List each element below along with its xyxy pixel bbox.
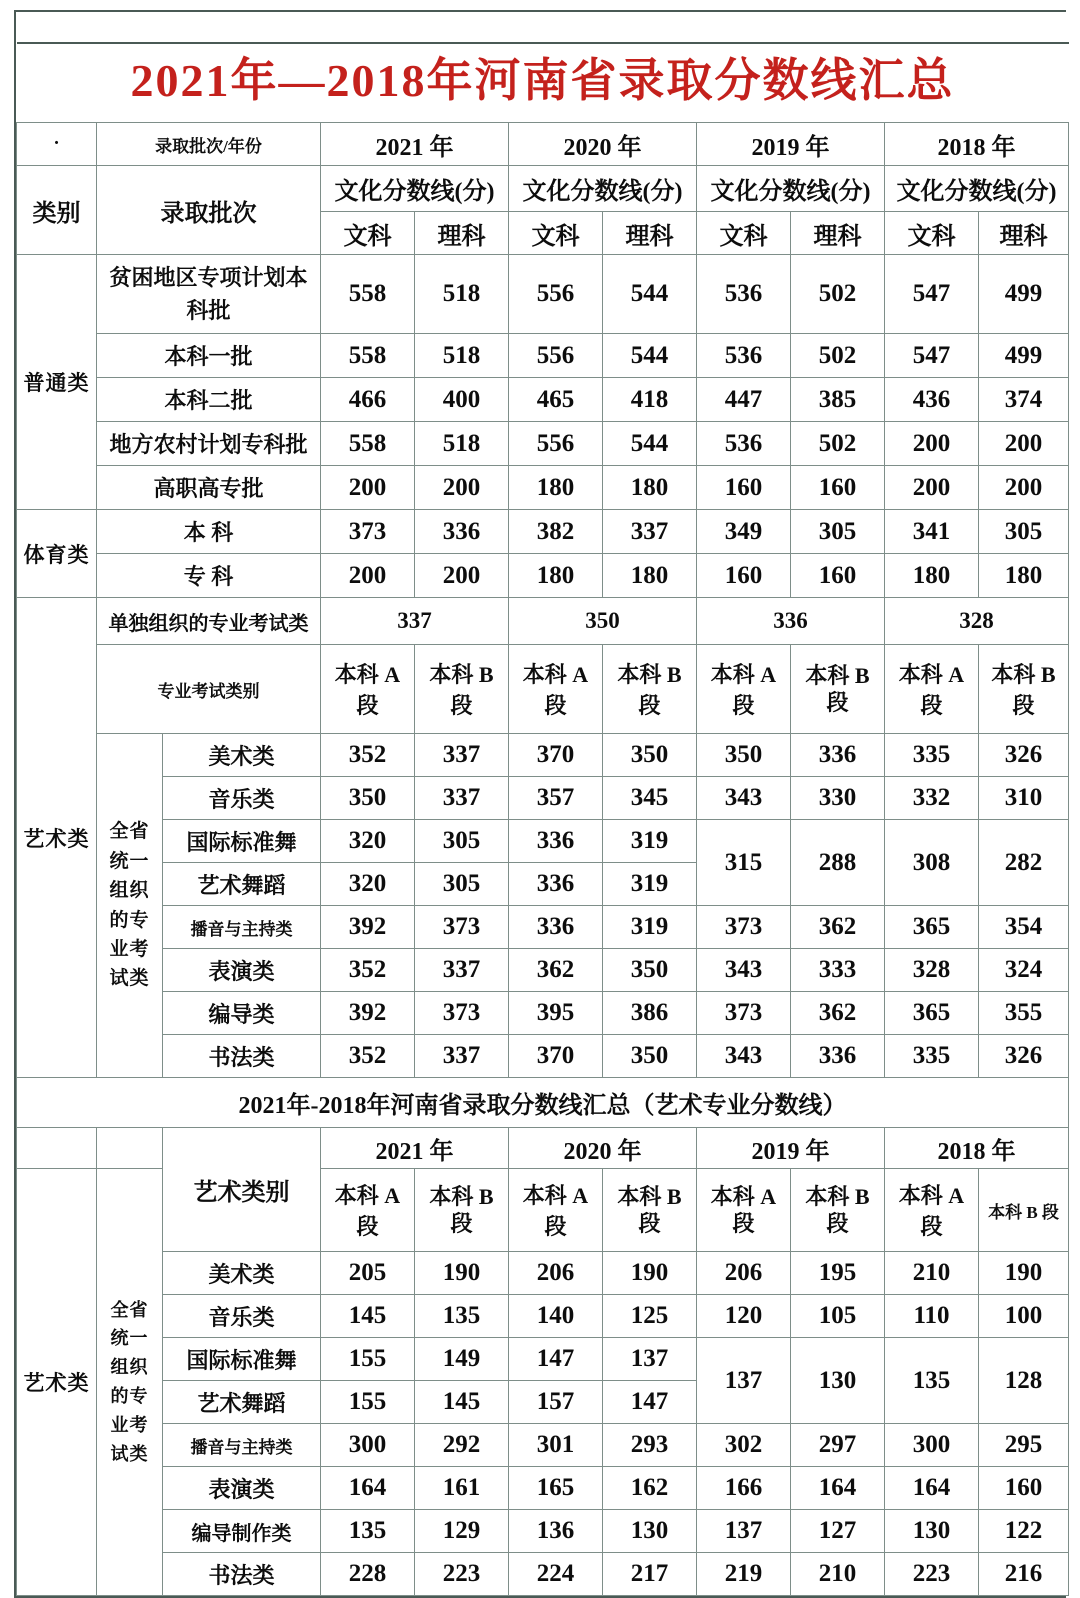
score-cell: 362 [791,906,885,949]
table-row [17,1467,1069,1510]
score-cell: 292 [415,1424,509,1467]
score-cell: 127 [791,1510,885,1553]
score-cell: 210 [791,1553,885,1596]
batch-label-poverty-plan: 贫困地区专项计划本科批 [97,255,321,334]
score-cell: 330 [791,777,885,820]
score-cell: 558 [321,334,415,378]
score-cell: 224 [509,1553,603,1596]
score-cell: 149 [415,1338,509,1381]
score-cell: 354 [979,906,1069,949]
score-cell: 373 [697,906,791,949]
score-cell: 337 [415,949,509,992]
score-cell: 137 [697,1510,791,1553]
score-cell: 518 [415,422,509,466]
table-row [17,255,1069,334]
table2-title-row [17,1078,1069,1128]
group-label-tiyu: 体育类 [17,510,97,598]
score-cell: 365 [885,992,979,1035]
art-label-yinyue: 音乐类 [163,777,321,820]
table-row [17,378,1069,422]
table-row [17,1295,1069,1338]
score-cell-merged: 137 [697,1338,791,1424]
score-cell: 352 [321,734,415,777]
table2-art-label-meishu: 美术类 [163,1252,321,1295]
score-cell: 355 [979,992,1069,1035]
table2-year-2019: 2019 年 [697,1128,885,1169]
table-row [17,992,1069,1035]
score-cell: 436 [885,378,979,422]
segment-header: 本科 B 段 [791,645,885,734]
art-label-shufa: 书法类 [163,1035,321,1078]
score-cell: 125 [603,1295,697,1338]
score-cell-merged: 130 [791,1338,885,1424]
score-cell: 320 [321,863,415,906]
score-cell: 352 [321,1035,415,1078]
score-cell: 301 [509,1424,603,1467]
score-cell: 336 [509,863,603,906]
corner-mark-cell: · [17,123,97,166]
single-exam-score-2020: 350 [509,598,697,645]
score-cell: 536 [697,255,791,334]
score-cell: 200 [321,466,415,510]
art-label-boyin: 播音与主持类 [163,906,321,949]
score-cell: 556 [509,422,603,466]
score-cell: 320 [321,820,415,863]
table-row [17,949,1069,992]
score-cell-merged: 282 [979,820,1069,906]
score-cell: 228 [321,1553,415,1596]
score-cell: 370 [509,1035,603,1078]
table2-art-label-yinyue: 音乐类 [163,1295,321,1338]
table2-art-label-biaoyan: 表演类 [163,1467,321,1510]
score-cell: 122 [979,1510,1069,1553]
score-cell: 337 [415,734,509,777]
score-cell: 370 [509,734,603,777]
top-strip-row [17,12,1069,43]
score-cell: 335 [885,1035,979,1078]
score-cell: 180 [603,466,697,510]
score-cell: 223 [415,1553,509,1596]
score-cell: 337 [415,777,509,820]
score-cell: 350 [603,1035,697,1078]
score-cell: 343 [697,1035,791,1078]
score-cell: 160 [697,466,791,510]
score-cell: 558 [321,422,415,466]
score-cell: 206 [697,1252,791,1295]
score-cell: 180 [603,554,697,598]
score-cell: 164 [321,1467,415,1510]
score-cell: 336 [791,1035,885,1078]
score-cell: 145 [415,1381,509,1424]
score-cell: 357 [509,777,603,820]
score-cell: 200 [885,422,979,466]
score-cell: 293 [603,1424,697,1467]
score-cell: 319 [603,863,697,906]
table-row [17,598,1069,645]
table2-segment-header: 本科 B 段 [415,1169,509,1252]
score-cell: 345 [603,777,697,820]
score-cell: 418 [603,378,697,422]
score-cell: 547 [885,334,979,378]
score-cell: 373 [697,992,791,1035]
score-cell: 305 [415,863,509,906]
score-cell: 145 [321,1295,415,1338]
culture-line-header-2019: 文化分数线(分) [697,166,885,212]
score-cell: 206 [509,1252,603,1295]
table2-art-label-boyin: 播音与主持类 [163,1424,321,1467]
main-score-table [16,12,1069,1596]
score-cell: 200 [415,466,509,510]
score-cell: 337 [603,510,697,554]
culture-line-header-2018: 文化分数线(分) [885,166,1069,212]
segment-header: 本科 A 段 [321,645,415,734]
score-cell: 547 [885,255,979,334]
score-cell: 300 [885,1424,979,1467]
table2-art-label-wudao: 艺术舞蹈 [163,1381,321,1424]
score-cell: 217 [603,1553,697,1596]
score-cell: 341 [885,510,979,554]
score-cell: 140 [509,1295,603,1338]
score-cell: 373 [321,510,415,554]
score-cell: 343 [697,777,791,820]
score-cell: 162 [603,1467,697,1510]
table-row [17,510,1069,554]
top-strip [17,12,1069,43]
score-cell: 350 [603,734,697,777]
stream-header-2019-li: 理科 [791,212,885,255]
score-cell: 130 [885,1510,979,1553]
score-cell: 324 [979,949,1069,992]
score-cell: 180 [509,554,603,598]
score-cell: 556 [509,255,603,334]
table-row [17,1252,1069,1295]
score-cell: 165 [509,1467,603,1510]
score-cell: 502 [791,334,885,378]
table-row [17,554,1069,598]
table-row [17,422,1069,466]
score-cell: 295 [979,1424,1069,1467]
table2-year-2018: 2018 年 [885,1128,1069,1169]
score-cell: 157 [509,1381,603,1424]
table-row [17,1035,1069,1078]
stream-header-2021-wen: 文科 [321,212,415,255]
table-row [17,1424,1069,1467]
score-cell: 395 [509,992,603,1035]
score-cell: 335 [885,734,979,777]
score-cell-merged: 288 [791,820,885,906]
score-cell: 336 [509,906,603,949]
batch-label-benke-2: 本科二批 [97,378,321,422]
score-cell: 518 [415,255,509,334]
year-header-2018: 2018 年 [885,123,1069,166]
score-cell: 164 [791,1467,885,1510]
score-cell: 319 [603,906,697,949]
score-cell: 200 [979,466,1069,510]
table-row [17,466,1069,510]
score-cell: 147 [603,1381,697,1424]
score-cell: 343 [697,949,791,992]
table2-title: 2021年-2018年河南省录取分数线汇总（艺术专业分数线） [17,1078,1069,1128]
segment-header: 本科 B 段 [979,645,1069,734]
score-cell: 216 [979,1553,1069,1596]
score-cell: 135 [321,1510,415,1553]
stream-header-2020-wen: 文科 [509,212,603,255]
table2-blank-corner-1 [17,1128,97,1169]
score-cell: 200 [415,554,509,598]
batch-header: 录取批次 [97,166,321,255]
art-label-wudao: 艺术舞蹈 [163,863,321,906]
score-cell: 135 [415,1295,509,1338]
score-cell: 195 [791,1252,885,1295]
score-cell: 155 [321,1338,415,1381]
table2-art-label-shufa: 书法类 [163,1553,321,1596]
stream-header-2019-wen: 文科 [697,212,791,255]
score-cell: 305 [791,510,885,554]
segment-header: 本科 A 段 [509,645,603,734]
table2-segment-header: 本科 A 段 [697,1169,791,1252]
score-cell: 160 [791,554,885,598]
score-cell: 120 [697,1295,791,1338]
score-cell: 200 [885,466,979,510]
score-cell: 336 [791,734,885,777]
score-cell: 190 [979,1252,1069,1295]
year-header-2020: 2020 年 [509,123,697,166]
table2-segment-header: 本科 A 段 [885,1169,979,1252]
score-cell: 180 [979,554,1069,598]
side-label-province-exam: 全省统一组织的专业考试类 [97,734,163,1078]
table-row [17,645,1069,734]
title-cell [17,43,1069,123]
score-cell: 164 [885,1467,979,1510]
table-row [17,1338,1069,1381]
title-row [17,43,1069,123]
score-cell: 161 [415,1467,509,1510]
score-cell: 305 [979,510,1069,554]
score-cell: 130 [603,1510,697,1553]
table-row [17,820,1069,863]
score-cell-merged: 315 [697,820,791,906]
culture-line-header-2021: 文化分数线(分) [321,166,509,212]
art-label-meishu: 美术类 [163,734,321,777]
score-cell: 447 [697,378,791,422]
score-cell: 190 [415,1252,509,1295]
table2-category-yishu: 艺术类 [17,1169,97,1596]
table2-blank-corner-2 [97,1128,163,1169]
single-exam-label: 单独组织的专业考试类 [97,598,321,645]
category-header: 类别 [17,166,97,255]
score-cell: 136 [509,1510,603,1553]
score-cell: 326 [979,734,1069,777]
table2-segment-header: 本科 A 段 [509,1169,603,1252]
score-cell: 362 [509,949,603,992]
batch-label-tiyu-benke: 本 科 [97,510,321,554]
table2-art-label-guoji: 国际标准舞 [163,1338,321,1381]
single-exam-score-2021: 337 [321,598,509,645]
score-cell: 180 [509,466,603,510]
score-cell: 310 [979,777,1069,820]
score-cell: 336 [415,510,509,554]
page-title: 2021年—2018年河南省录取分数线汇总 [130,55,955,106]
score-cell: 147 [509,1338,603,1381]
table2-segment-header: 本科 B 段 [791,1169,885,1252]
score-cell: 155 [321,1381,415,1424]
score-sheet [14,10,1066,1598]
score-cell: 350 [697,734,791,777]
group-label-putong: 普通类 [17,255,97,510]
table2-side-label: 全省统一组织的专业考试类 [97,1169,163,1596]
score-cell: 190 [603,1252,697,1295]
year-header-2019: 2019 年 [697,123,885,166]
score-cell: 499 [979,255,1069,334]
score-cell: 466 [321,378,415,422]
score-cell: 305 [415,820,509,863]
score-cell: 352 [321,949,415,992]
table2-segment-header: 本科 B 段 [603,1169,697,1252]
score-cell: 365 [885,906,979,949]
header-row-year [17,123,1069,166]
table-row [17,734,1069,777]
score-cell: 465 [509,378,603,422]
stream-header-2018-li: 理科 [979,212,1069,255]
score-cell: 336 [509,820,603,863]
score-cell: 219 [697,1553,791,1596]
score-cell: 374 [979,378,1069,422]
score-cell: 328 [885,949,979,992]
segment-header: 本科 B 段 [603,645,697,734]
score-cell: 297 [791,1424,885,1467]
batch-label-local-rural: 地方农村计划专科批 [97,422,321,466]
score-cell-merged: 308 [885,820,979,906]
score-cell: 160 [979,1467,1069,1510]
score-cell: 200 [979,422,1069,466]
score-cell: 326 [979,1035,1069,1078]
table-row [17,334,1069,378]
score-cell: 350 [603,949,697,992]
table2-year-2020: 2020 年 [509,1128,697,1169]
score-cell: 166 [697,1467,791,1510]
score-cell: 200 [321,554,415,598]
score-cell: 385 [791,378,885,422]
score-cell: 223 [885,1553,979,1596]
stream-header-2018-wen: 文科 [885,212,979,255]
score-cell: 392 [321,992,415,1035]
table2-segment-header: 本科 B 段 [979,1169,1069,1252]
segment-header: 本科 A 段 [697,645,791,734]
art-label-biaoyan: 表演类 [163,949,321,992]
table2-year-2021: 2021 年 [321,1128,509,1169]
score-cell: 386 [603,992,697,1035]
score-cell: 180 [885,554,979,598]
score-cell: 205 [321,1252,415,1295]
segment-header: 本科 A 段 [885,645,979,734]
art-label-biandao: 编导类 [163,992,321,1035]
score-cell: 210 [885,1252,979,1295]
score-cell: 392 [321,906,415,949]
score-cell: 544 [603,255,697,334]
table-row [17,1553,1069,1596]
score-cell: 337 [415,1035,509,1078]
score-cell: 333 [791,949,885,992]
single-exam-score-2019: 336 [697,598,885,645]
art-label-guoji: 国际标准舞 [163,820,321,863]
score-cell-merged: 135 [885,1338,979,1424]
score-cell: 302 [697,1424,791,1467]
stream-header-2021-li: 理科 [415,212,509,255]
score-cell: 400 [415,378,509,422]
score-cell: 160 [697,554,791,598]
score-cell: 300 [321,1424,415,1467]
score-cell: 105 [791,1295,885,1338]
score-cell: 129 [415,1510,509,1553]
batch-year-header: 录取批次/年份 [97,123,321,166]
table2-header-year [17,1128,1069,1169]
score-cell: 319 [603,820,697,863]
score-cell: 382 [509,510,603,554]
score-cell-merged: 128 [979,1338,1069,1424]
score-cell: 502 [791,255,885,334]
score-cell: 536 [697,422,791,466]
table-row [17,906,1069,949]
score-cell: 518 [415,334,509,378]
table-row [17,777,1069,820]
score-cell: 137 [603,1338,697,1381]
exam-type-header: 专业考试类别 [97,645,321,734]
single-exam-score-2018: 328 [885,598,1069,645]
score-cell: 350 [321,777,415,820]
score-cell: 544 [603,422,697,466]
score-cell: 373 [415,992,509,1035]
group-label-yishu: 艺术类 [17,598,97,1078]
score-cell: 110 [885,1295,979,1338]
score-cell: 100 [979,1295,1069,1338]
header-row-culture [17,166,1069,212]
score-cell: 536 [697,334,791,378]
culture-line-header-2020: 文化分数线(分) [509,166,697,212]
score-cell: 373 [415,906,509,949]
score-cell: 160 [791,466,885,510]
score-cell: 349 [697,510,791,554]
batch-label-vocational: 高职高专批 [97,466,321,510]
year-header-2021: 2021 年 [321,123,509,166]
score-cell: 332 [885,777,979,820]
score-cell: 556 [509,334,603,378]
stream-header-2020-li: 理科 [603,212,697,255]
table2-segment-header: 本科 A 段 [321,1169,415,1252]
batch-label-tiyu-zhuanke: 专 科 [97,554,321,598]
table2-art-label-biandao: 编导制作类 [163,1510,321,1553]
score-cell: 558 [321,255,415,334]
art-category-header: 艺术类别 [163,1128,321,1252]
score-cell: 544 [603,334,697,378]
table-row [17,1510,1069,1553]
score-cell: 499 [979,334,1069,378]
score-cell: 362 [791,992,885,1035]
segment-header: 本科 B 段 [415,645,509,734]
batch-label-benke-1: 本科一批 [97,334,321,378]
score-cell: 502 [791,422,885,466]
